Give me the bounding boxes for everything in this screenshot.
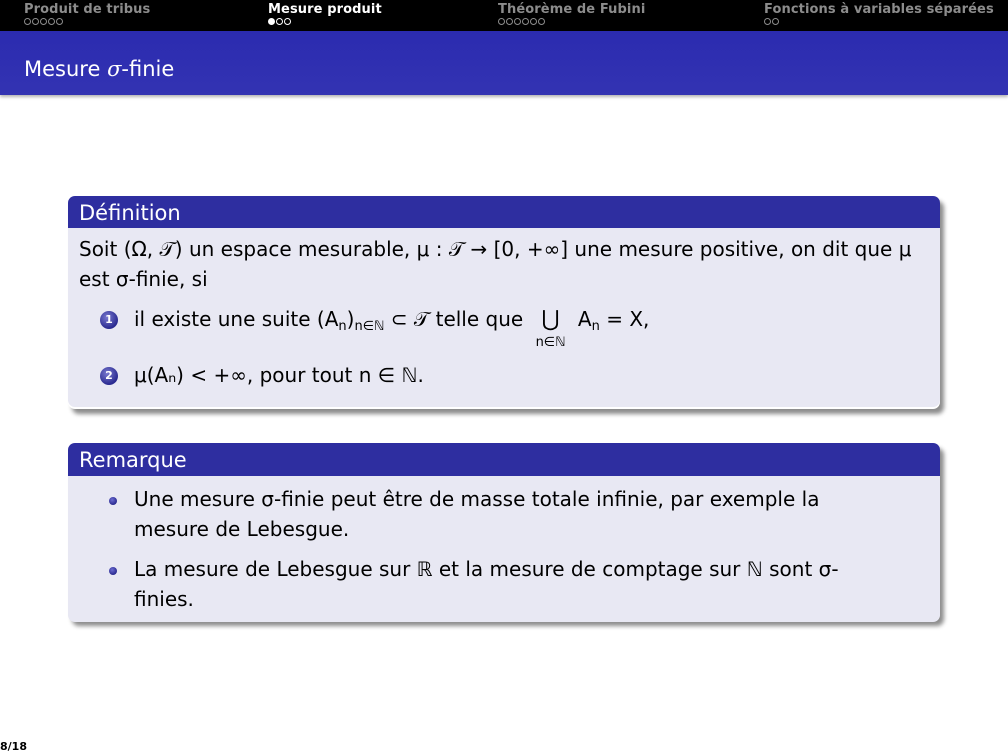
slide-dot[interactable] [538, 18, 545, 25]
slide-dot[interactable] [506, 18, 513, 25]
slide-dot[interactable] [48, 18, 55, 25]
bullet-text: Une mesure σ-finie peut être de masse totale infinie, par exemple la mesure de Lebesgue. [134, 487, 820, 541]
slide-dot[interactable] [32, 18, 39, 25]
bullet-icon [109, 567, 117, 575]
slide-dot[interactable] [24, 18, 31, 25]
definition-header: Définition [68, 196, 940, 228]
bullet-icon [109, 497, 117, 505]
nav-section-title[interactable]: Mesure produit [268, 2, 382, 17]
subscript-index-set: n∈ℕ [354, 319, 385, 334]
item-text-A: A [571, 307, 592, 331]
slide-dot[interactable] [522, 18, 529, 25]
remark-block [68, 443, 940, 621]
definition-block [68, 196, 940, 409]
slide-dot[interactable] [772, 18, 779, 25]
section-navigation-bar [0, 0, 1008, 31]
slide-dot[interactable] [514, 18, 521, 25]
definition-intro: Soit (Ω, 𝒯) un espace mesurable, μ : 𝒯 → [0, +∞] une mesure positive, on dit que μ est σ-finie, si [79, 237, 912, 291]
frame-title-sigma: σ [107, 57, 122, 81]
paren-close: ) [346, 307, 355, 331]
nav-section-title[interactable]: Fonctions à variables séparées [764, 2, 994, 17]
slide-dot[interactable] [56, 18, 63, 25]
subscript-n: n [591, 319, 600, 334]
slide-dot[interactable] [276, 18, 283, 25]
slide-dot[interactable] [40, 18, 47, 25]
big-union-operator [530, 304, 572, 350]
slide-dot-current[interactable] [268, 18, 275, 25]
remark-body [68, 476, 940, 622]
item-text-end: = X, [599, 307, 650, 331]
bullet-item [79, 484, 929, 544]
item-text-mid: ⊂ 𝒯 telle que [384, 307, 530, 331]
nav-slide-dots [24, 18, 63, 25]
nav-section-title[interactable]: Produit de tribus [24, 2, 151, 17]
slide-dot[interactable] [498, 18, 505, 25]
subscript-n: n [338, 319, 347, 334]
remark-header: Remarque [68, 443, 940, 476]
enumerate-number-badge: 2 [100, 367, 118, 385]
union-symbol: ⋃ [541, 307, 560, 332]
definition-body [68, 228, 940, 407]
frame-title [24, 57, 174, 81]
nav-slide-dots [268, 18, 291, 25]
item-text: μ(Aₙ) < +∞, pour tout n ∈ ℕ. [134, 363, 424, 387]
bullet-text: La mesure de Lebesgue sur ℝ et la mesure de comptage sur ℕ sont σ-finies. [134, 557, 839, 611]
slide-dot[interactable] [530, 18, 537, 25]
nav-section-title[interactable]: Théorème de Fubini [498, 2, 646, 17]
nav-slide-dots [498, 18, 545, 25]
frame-title-suffix: -finie [121, 57, 175, 81]
nav-slide-dots [764, 18, 779, 25]
enumerate-item [79, 304, 929, 354]
slide-dot[interactable] [764, 18, 771, 25]
frame-title-prefix: Mesure [24, 57, 108, 81]
enumerate-item [79, 360, 929, 390]
frame-title-bar [0, 31, 1008, 95]
enumerate-number-badge: 1 [100, 311, 118, 329]
item-text-before: il existe une suite (A [134, 307, 339, 331]
bullet-item [79, 554, 929, 614]
slide-dot[interactable] [284, 18, 291, 25]
union-index: n∈ℕ [535, 335, 566, 350]
page-number: 8/18 [0, 740, 27, 753]
